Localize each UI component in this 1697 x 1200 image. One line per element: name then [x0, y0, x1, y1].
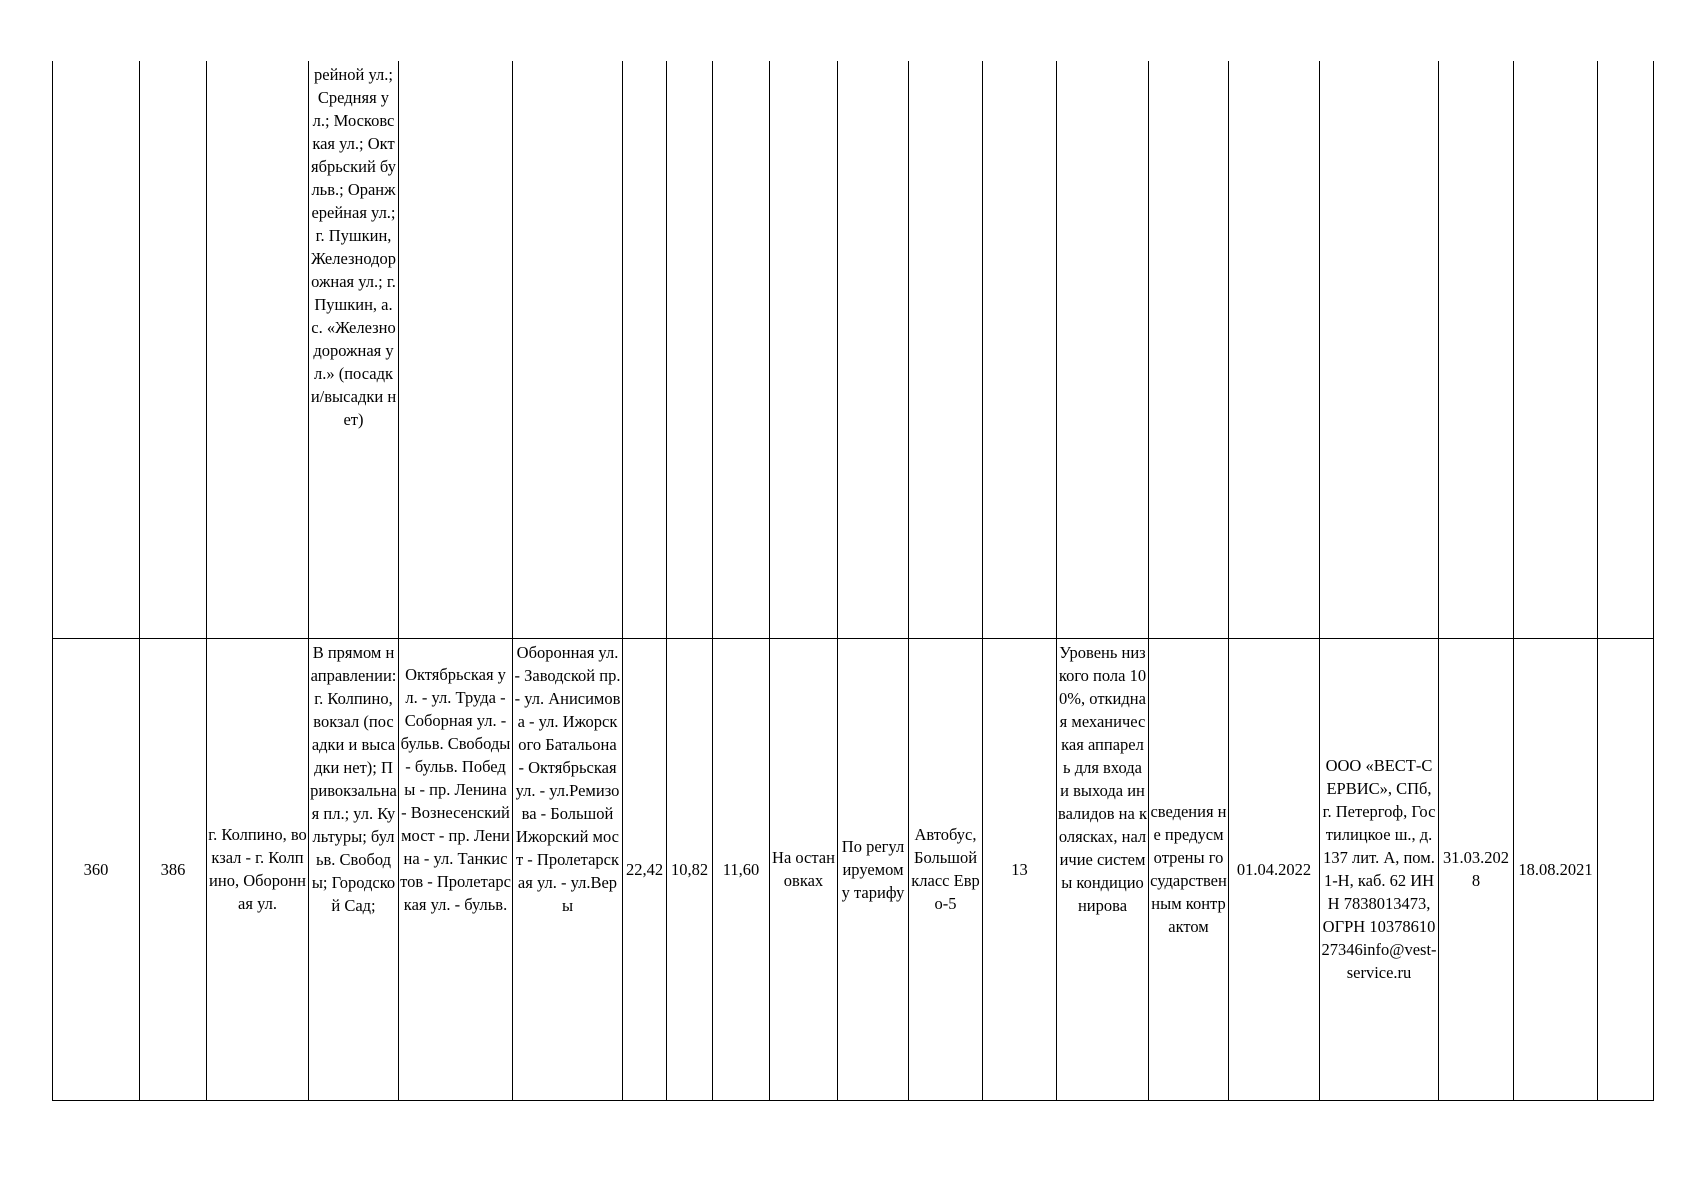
table-row — [53, 61, 1654, 638]
cell-extra — [1598, 61, 1654, 638]
cell-route-number: 386 — [140, 638, 207, 1100]
cell-vehicle: Автобус, Большой класс Евро-5 — [909, 638, 983, 1100]
cell-contract-date — [1514, 61, 1598, 638]
cell-start-date: 01.04.2022 — [1229, 638, 1320, 1100]
cell-characteristics — [1057, 61, 1149, 638]
cell-length-forward: 10,82 — [667, 638, 713, 1100]
cell-streets-forward — [399, 61, 513, 638]
cell-route-number — [140, 61, 207, 638]
cell-route-name: г. Колпино, вокзал - г. Колпино, Оборонная ул. — [207, 638, 309, 1100]
cell-vehicle-count — [983, 61, 1057, 638]
cell-tariff — [838, 61, 909, 638]
register-table — [52, 61, 1654, 1101]
cell-streets-reverse — [513, 61, 623, 638]
cell-route-name — [207, 61, 309, 638]
cell-number — [53, 61, 140, 638]
cell-length: 22,42 — [623, 638, 667, 1100]
cell-streets-forward: Октябрьская ул. - ул. Труда - Соборная ул. - бульв. Свободы - бульв. Победы - пр. Ленина - Вознесенский мост - пр. Ленина - ул. Танкистов - Пролетарская ул. - бульв. — [399, 638, 513, 1100]
cell-vehicle-count: 13 — [983, 638, 1057, 1100]
cell-number: 360 — [53, 638, 140, 1100]
cell-boarding — [770, 61, 838, 638]
cell-extra — [1598, 638, 1654, 1100]
cell-length-reverse — [713, 61, 770, 638]
cell-streets-reverse: Оборонная ул. - Заводской пр. - ул. Анисимова - ул. Ижорского Батальона - Октябрьская ул. - ул.Ремизова - Большой Ижорский мост - Пролетарская ул. - ул.Веры — [513, 638, 623, 1100]
cell-length-reverse: 11,60 — [713, 638, 770, 1100]
cell-contract-info: сведения не предусмотрены государственным контрактом — [1149, 638, 1229, 1100]
cell-vehicle — [909, 61, 983, 638]
cell-characteristics: Уровень низкого пола 100%, откидная механическая аппарель для входа и выхода инвалидов на колясках, наличие системы кондиционирова — [1057, 638, 1149, 1100]
cell-stops: В прямом направлении:г. Колпино, вокзал (посадки и высадки нет); Привокзальная пл.; ул. Культуры; бульв. Свободы; Городской Сад; — [309, 638, 399, 1100]
cell-carrier: ООО «ВЕСТ-СЕРВИС», СПб, г. Петергоф, Гостилицкое ш., д. 137 лит. А, пом. 1-Н, каб. 62 ИНН 7838013473, ОГРН 1037861027346info@vest-service.ru — [1320, 638, 1439, 1100]
cell-start-date — [1229, 61, 1320, 638]
cell-length-forward — [667, 61, 713, 638]
cell-length — [623, 61, 667, 638]
cell-boarding: На остановках — [770, 638, 838, 1100]
cell-end-date — [1439, 61, 1514, 638]
cell-contract-date: 18.08.2021 — [1514, 638, 1598, 1100]
cell-carrier — [1320, 61, 1439, 638]
cell-stops: рейной ул.; Средняя ул.; Московская ул.; Октябрьский бульв.; Оранжерейная ул.; г. Пушкин, Железнодорожная ул.; г. Пушкин, а.с. «Железнодорожная ул.» (посадки/высадки нет) — [309, 61, 399, 638]
cell-end-date: 31.03.2028 — [1439, 638, 1514, 1100]
cell-contract-info — [1149, 61, 1229, 638]
cell-tariff: По регулируемому тарифу — [838, 638, 909, 1100]
table-row — [53, 638, 1654, 1100]
